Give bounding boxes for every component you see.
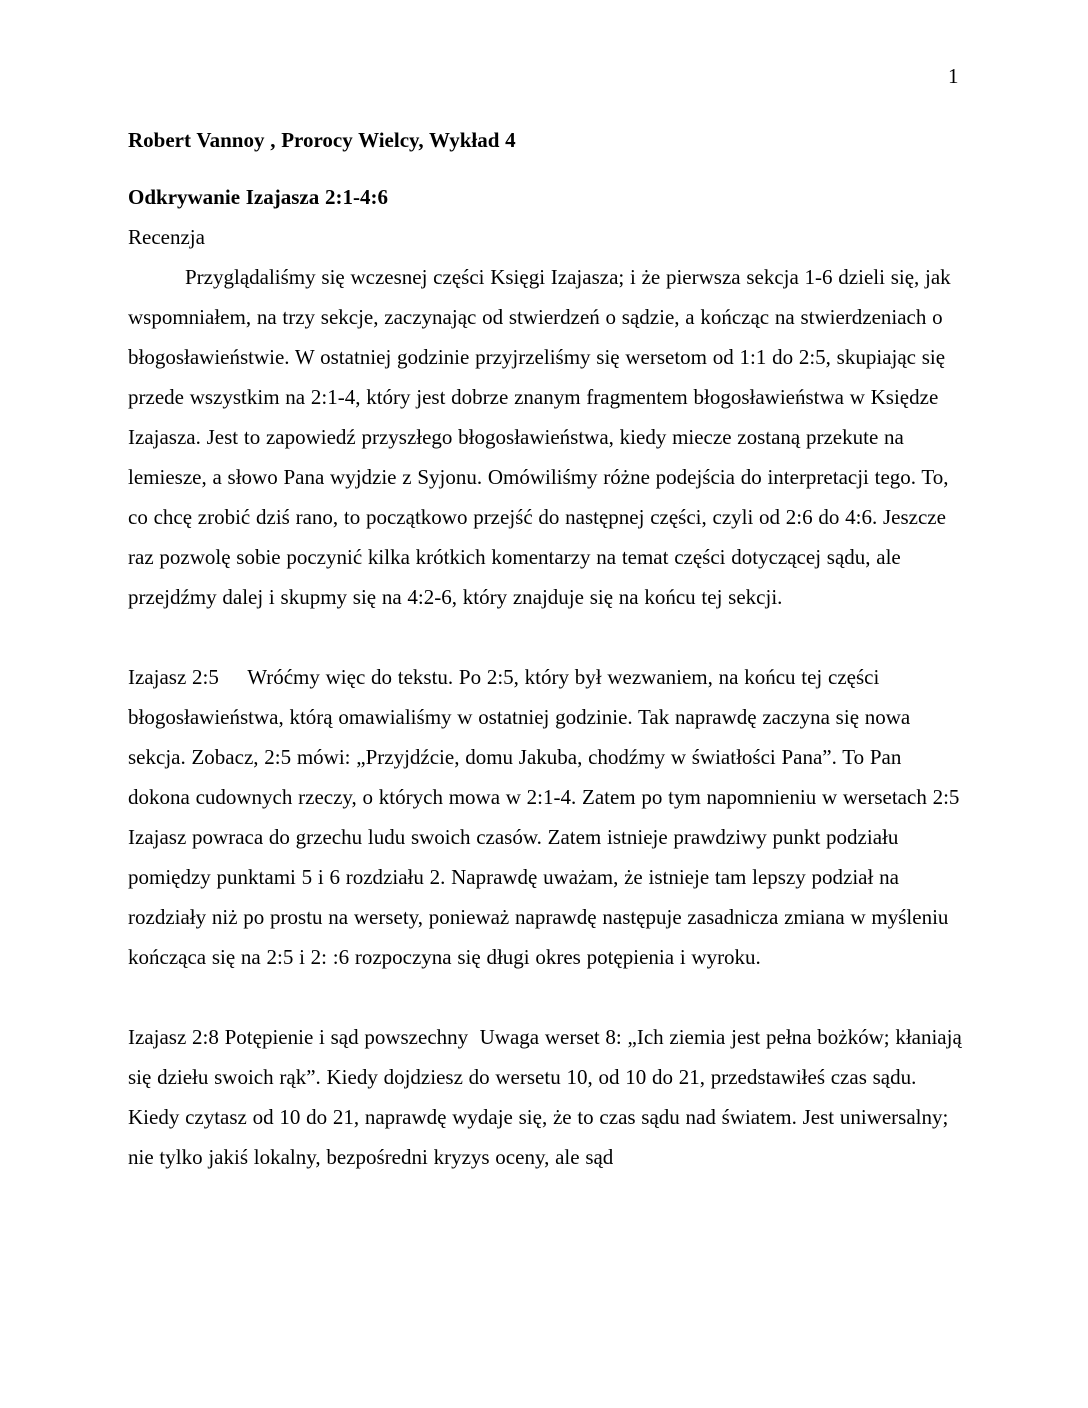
document-content (128, 120, 964, 1177)
page-number: 1 (948, 64, 959, 88)
paragraph-isaiah-2-8: Izajasz 2:8 Potępienie i sąd powszechny Uwaga werset 8: „Ich ziemia jest pełna bożków; kłaniają się dziełu swoich rąk”. Kiedy dojdziesz do wersetu 10, od 10 do 21, przedstawiłeś czas sądu. Kiedy czytasz od 10 do 21, naprawdę wydaje się, że to czas sądu nad światem. Jest uniwersalny; nie tylko jakiś lokalny, bezpośredni kryzys oceny, ale sąd (128, 1025, 962, 1169)
paragraph-review: Przyglądaliśmy się wczesnej części Księgi Izajasza; i że pierwsza sekcja 1-6 dzieli się, jak wspomniałem, na trzy sekcje, zaczynając od stwierdzeń o sądzie, a kończąc na stwierdzeniach o błogosławieństwie. W ostatniej godzinie przyjrzeliśmy się wersetom od 1:1 do 2:5, skupiając się przede wszystkim na 2:1-4, który jest dobrze znanym fragmentem błogosławieństwa w Księdze Izajasza. Jest to zapowiedź przyszłego błogosławieństwa, kiedy miecze zostaną przekute na lemiesze, a słowo Pana wyjdzie z Syjonu. Omówiliśmy różne podejścia do interpretacji tego. To, co chcę zrobić dziś rano, to początkowo przejść do następnej części, czyli od 2:6 do 4:6. Jeszcze raz pozwolę sobie poczynić kilka krótkich komentarzy na temat części dotyczącej sądu, ale przejdźmy dalej i skupmy się na 4:2-6, który znajduje się na końcu tej sekcji. (128, 265, 951, 609)
paragraph-isaiah-2-5: Izajasz 2:5 Wróćmy więc do tekstu. Po 2:5, który był wezwaniem, na końcu tej części błogosławieństwa, którą omawialiśmy w ostatniej godzinie. Tak naprawdę zaczyna się nowa sekcja. Zobacz, 2:5 mówi: „Przyjdźcie, domu Jakuba, chodźmy w światłości Pana”. To Pan dokona cudownych rzeczy, o których mowa w 2:1-4. Zatem po tym napomnieniu w wersetach 2:5 Izajasz powraca do grzechu ludu swoich czasów. Zatem istnieje prawdziwy punkt podziału pomiędzy punktami 5 i 6 rozdziału 2. Naprawdę uważam, że istnieje tam lepszy podział na rozdziały niż po prostu na wersety, ponieważ naprawdę następuje zasadnicza zmiana w myśleniu kończąca się na 2:5 i 2: :6 rozpoczyna się długi okres potępienia i wyroku. (128, 665, 960, 969)
section-heading: Odkrywanie Izajasza 2:1-4:6 (128, 185, 388, 209)
section-subheading: Recenzja (128, 225, 205, 249)
document-title: Robert Vannoy , Prorocy Wielcy, Wykład 4 (128, 128, 516, 152)
